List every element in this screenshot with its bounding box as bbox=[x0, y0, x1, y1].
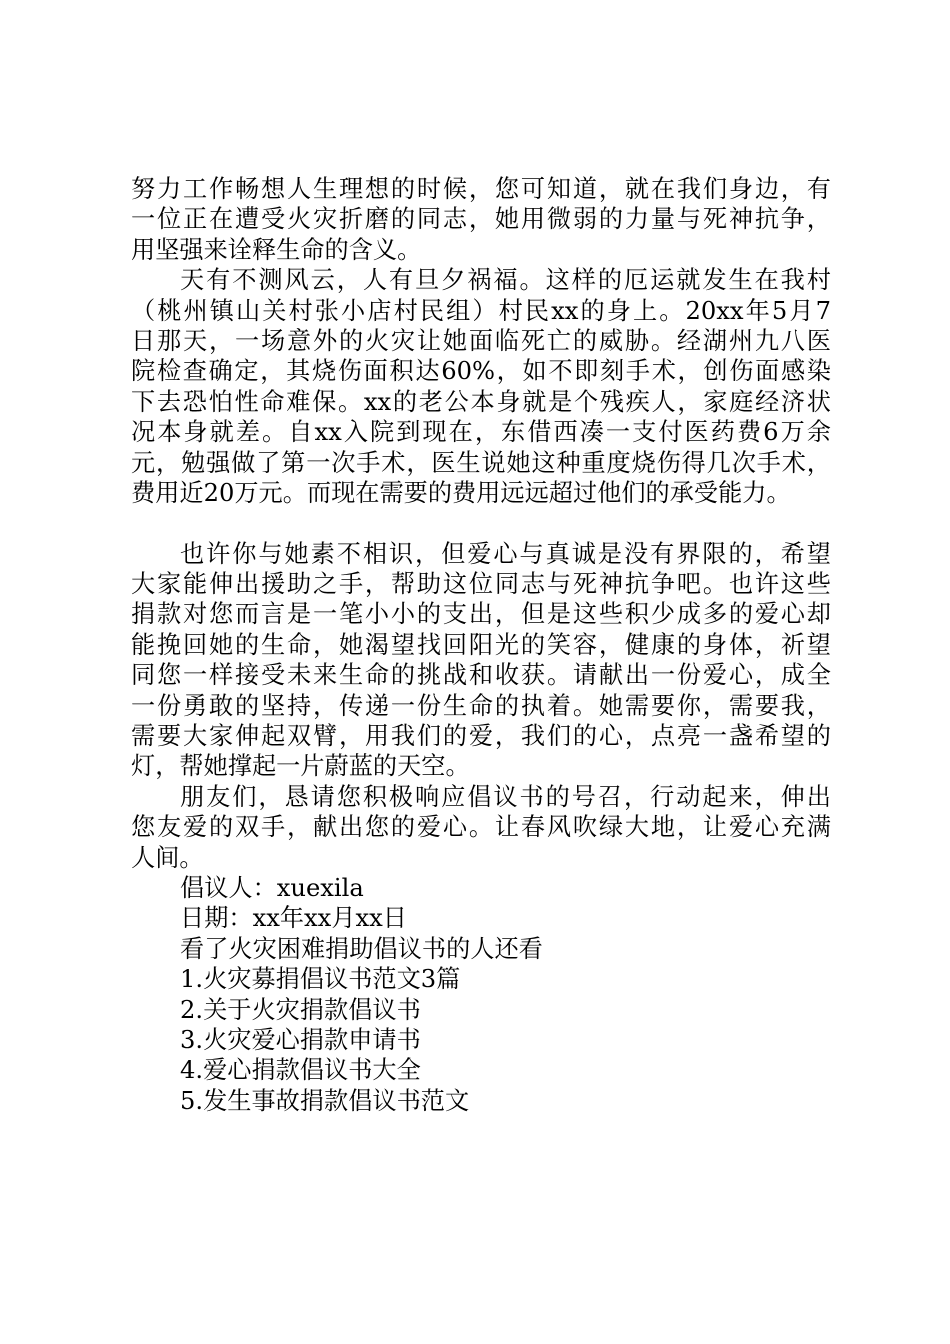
text-line: 同您一样接受未来生命的挑战和收获。请献出一份爱心，成全 bbox=[131, 661, 831, 690]
text-line: 朋友们，恳请您积极响应倡议书的号召，行动起来，伸出 bbox=[180, 782, 831, 811]
text-line: 也许你与她素不相识，但爱心与真诚是没有界限的，希望 bbox=[180, 539, 831, 568]
signature-block bbox=[131, 873, 831, 934]
related-link[interactable]: 4.爱心捐款倡议书大全 bbox=[180, 1056, 421, 1085]
text-line: 需要大家伸起双臂，用我们的爱，我们的心，点亮一盏希望的 bbox=[131, 722, 831, 751]
document-page bbox=[131, 174, 831, 1116]
related-link[interactable]: 1.火灾募捐倡议书范文3篇 bbox=[180, 965, 461, 994]
related-link[interactable]: 3.火灾爱心捐款申请书 bbox=[180, 1025, 421, 1054]
text-line: 您友爱的双手，献出您的爱心。让春风吹绿大地，让爱心充满 bbox=[131, 813, 831, 842]
text-line: 努力工作畅想人生理想的时候，您可知道，就在我们身边，有 bbox=[131, 175, 831, 203]
text-line: 能挽回她的生命，她渴望找回阳光的笑容，健康的身体，祈望 bbox=[131, 630, 831, 659]
text-line: （桃州镇山关村张小店村民组）村民xx的身上。20xx年5月7 bbox=[131, 296, 831, 325]
paragraph-4 bbox=[131, 782, 831, 873]
text-line: 院检查确定，其烧伤面积达60%，如不即刻手术，创伤面感染 bbox=[131, 357, 831, 386]
text-line: 捐款对您而言是一笔小小的支出，但是这些积少成多的爱心却 bbox=[131, 600, 831, 629]
paragraph-3 bbox=[131, 539, 831, 782]
text-line: 一份勇敢的坚持，传递一份生命的执着。她需要你，需要我， bbox=[131, 691, 831, 720]
text-line: 费用近20万元。而现在需要的费用远远超过他们的承受能力。 bbox=[131, 478, 791, 507]
text-line: 一位正在遭受火灾折磨的同志，她用微弱的力量与死神抗争， bbox=[131, 205, 831, 234]
text-line: 灯，帮她撑起一片蔚蓝的天空。 bbox=[131, 752, 470, 781]
related-link[interactable]: 2.关于火灾捐款倡议书 bbox=[180, 995, 421, 1024]
paragraph-2 bbox=[131, 265, 831, 508]
related-heading: 看了火灾困难捐助倡议书的人还看 bbox=[180, 934, 543, 963]
related-articles bbox=[131, 934, 831, 1116]
text-line: 下去恐怕性命难保。xx的老公本身就是个残疾人，家庭经济状 bbox=[131, 387, 831, 416]
text-line: 用坚强来诠释生命的含义。 bbox=[131, 235, 422, 264]
text-line: 大家能伸出援助之手，帮助这位同志与死神抗争吧。也许这些 bbox=[131, 570, 831, 599]
text-line: 日那天，一场意外的火灾让她面临死亡的威胁。经湖州九八医 bbox=[131, 326, 831, 355]
text-line: 天有不测风云，人有旦夕祸福。这样的厄运就发生在我村 bbox=[180, 266, 831, 295]
text-line: 元，勉强做了第一次手术，医生说她这种重度烧伤得几次手术， bbox=[131, 448, 831, 477]
blank-line bbox=[131, 508, 831, 538]
date-line: 日期：xx年xx月xx日 bbox=[180, 904, 407, 933]
paragraph-1 bbox=[131, 174, 831, 265]
text-line: 人间。 bbox=[131, 843, 204, 872]
related-link[interactable]: 5.发生事故捐款倡议书范文 bbox=[180, 1086, 470, 1115]
proposer-line: 倡议人：xuexila bbox=[180, 873, 364, 902]
text-line: 况本身就差。自xx入院到现在，东借西凑一支付医药费6万余 bbox=[131, 418, 831, 447]
